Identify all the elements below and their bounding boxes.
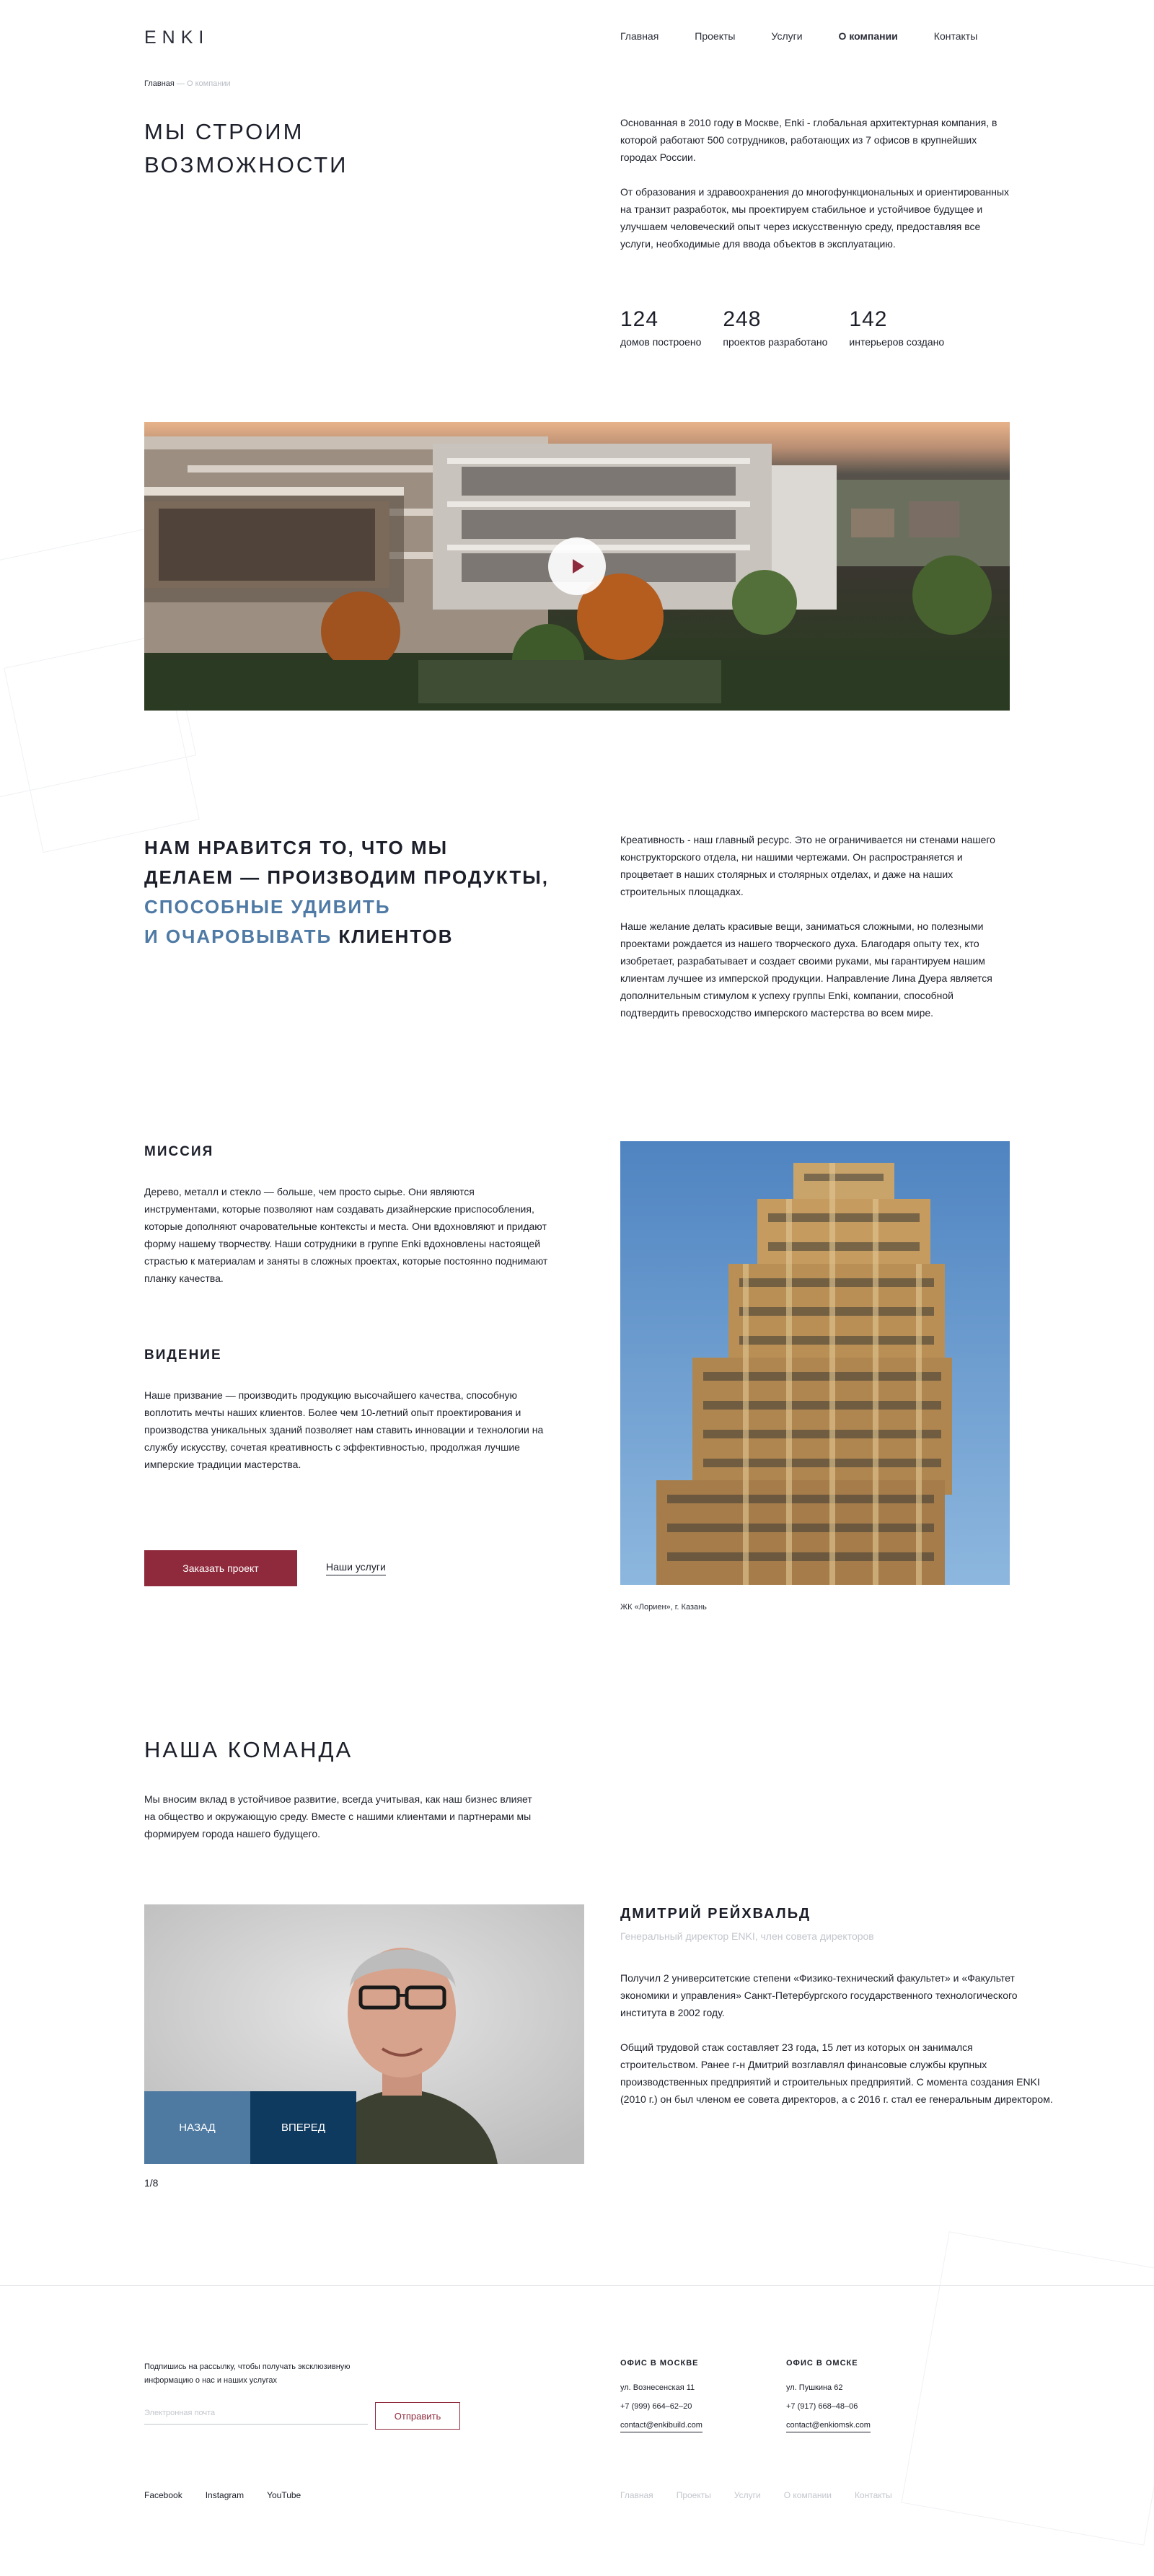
team-title: НАША КОМАНДА [144, 1737, 353, 1762]
stat-value: 248 [723, 307, 762, 331]
values-heading-accent-1: СПОСОБНЫЕ УДИВИТЬ [144, 896, 391, 918]
office-phone: +7 (999) 664–62–20 [620, 2402, 692, 2411]
social-instagram-link[interactable]: Instagram [205, 2490, 245, 2500]
nav-item-about[interactable]: О компании [838, 30, 898, 42]
team-intro: Мы вносим вклад в устойчивое развитие, всегда учитывая, как наш бизнес влияет на общество и окружающую среду. Вместе с нашими клиентами и партнерами мы формируем города нашего будущего. [144, 1793, 532, 1839]
breadcrumb-separator: — [174, 79, 187, 88]
video-preview[interactable] [144, 422, 1010, 711]
social-facebook-link[interactable]: Facebook [144, 2490, 182, 2500]
vision-title: ВИДЕНИЕ [144, 1348, 222, 1363]
footer-nav-services[interactable]: Услуги [734, 2490, 761, 2500]
email-input[interactable] [144, 2402, 368, 2425]
nav-item-contacts[interactable]: Контакты [933, 30, 978, 42]
office-title: ОФИС В ОМСКЕ [786, 2359, 858, 2368]
team-next-button[interactable]: ВПЕРЕД [250, 2091, 356, 2164]
stats [620, 307, 966, 348]
office-title: ОФИС В МОСКВЕ [620, 2359, 699, 2368]
vision-text: Наше призвание — производить продукцию высочайшего качества, способную воплотить мечты наших клиентов. Более чем 10-летний опыт проектирования и производства уникальных зданий позволяет нам ставить инновации и технологии на службу искусству, сочетая креативность с эффективностью, продолжая лучшие имперские традиции мастерства. [144, 1389, 544, 1470]
tower-illustration [620, 1141, 1010, 1585]
office-omsk [786, 2359, 871, 2440]
values-text [620, 831, 1010, 1039]
stat-label: интерьеров создано [849, 336, 945, 348]
stat-houses [620, 307, 701, 348]
office-moscow [620, 2359, 702, 2440]
team-member-name: ДМИТРИЙ РЕЙХВАЛЬД [620, 1906, 811, 1922]
order-project-button[interactable]: Заказать проект [144, 1550, 297, 1586]
values-paragraph-1: Креативность - наш главный ресурс. Это не ограничивается ни стенами нашего конструкторского отдела, ни нашими чертежами. Он распространяется и процветает в наших столярных и столярных отделах, и даже на наших строительных площадках. [620, 834, 995, 897]
office-email-link[interactable]: contact@enkibuild.com [620, 2421, 702, 2432]
office-address: ул. Пушкина 62 [786, 2383, 843, 2392]
values-paragraph-2: Наше желание делать красивые вещи, заниматься сложными, но полезными проектами рождается из нашего творческого духа. Благодаря опыту тех, кто изобретает, разрабатывает и создает своими руками, мы гарантируем нашим клиентам лучшее из имперской продукции. Направление Лина Дуера является дополнительным стимулом к успеху группы Enki, компании, способной подтвердить превосходство имперского мастерства во всем мире. [620, 920, 992, 1019]
page-title-line-1: МЫ СТРОИМ [144, 119, 304, 144]
subscribe-submit-button[interactable]: Отправить [375, 2402, 460, 2430]
team-member-bio-1: Получил 2 университетские степени «Физико-технический факультет» и «Факультет экономики и управления» Санкт-Петербургского государственного технологического института в 2002 году. [620, 1972, 1018, 2018]
footer-nav [620, 2490, 915, 2500]
hero-text [620, 114, 1010, 270]
team-member-role: Генеральный директор ENKI, член совета директоров [620, 1930, 874, 1942]
stat-interiors [849, 307, 944, 348]
play-icon [573, 559, 584, 573]
image-caption: ЖК «Лориен», г. Казань [620, 1603, 707, 1612]
breadcrumb [144, 79, 231, 88]
office-email-link[interactable]: contact@enkiomsk.com [786, 2421, 871, 2432]
footer-nav-home[interactable]: Главная [620, 2490, 653, 2500]
values-heading-accent-2: И ОЧАРОВЫВАТЬ [144, 926, 332, 947]
stat-value: 124 [620, 307, 659, 331]
mission-title: МИССИЯ [144, 1144, 214, 1159]
values-heading [144, 833, 577, 951]
mission-text: Дерево, металл и стекло — больше, чем просто сырье. Они являются инструментами, которые позволяют нам создавать дизайнерские приспособления, которые дополняют очаровательные контексты и места. Они вдохновляют и придают форму нашему творчеству. Наши сотрудники в группе Enki вдохновлены настоящей страстью к материалам и заняты в сложных проектах, которые постоянно поднимают планку качества. [144, 1186, 548, 1284]
stat-value: 142 [849, 307, 888, 331]
page-title-line-2: ВОЗМОЖНОСТИ [144, 152, 348, 177]
hero-paragraph-1: Основанная в 2010 году в Москве, Enki - глобальная архитектурная компания, в которой работают 500 сотрудников, работающих из 7 офисов в крупнейших городах России. [620, 117, 997, 163]
footer-nav-about[interactable]: О компании [783, 2490, 832, 2500]
values-heading-line-2: ДЕЛАЕМ — ПРОИЗВОДИМ ПРОДУКТЫ, [144, 866, 549, 888]
page-title [144, 115, 505, 182]
hero-paragraph-2: От образования и здравоохранения до многофункциональных и ориентированных на транзит разработок, мы проектируем стабильное и устойчивое будущее и улучшаем человеческий опыт через искусственную среду, предоставляя все услуги, необходимые для ввода объектов в эксплуатацию. [620, 186, 1010, 250]
play-button[interactable] [548, 537, 606, 595]
office-phone: +7 (917) 668–48–06 [786, 2402, 858, 2411]
values-heading-line-1: НАМ НРАВИТСЯ ТО, ЧТО МЫ [144, 837, 449, 858]
team-prev-button[interactable]: НАЗАД [144, 2091, 250, 2164]
values-heading-end: КЛИЕНТОВ [332, 926, 454, 947]
nav-item-services[interactable]: Услуги [771, 30, 803, 42]
team-member-bio-2: Общий трудовой стаж составляет 23 года, 15 лет из которых он занимался строительством. Ранее г-н Дмитрий возглавлял финансовые службы крупных производственных предприятий и строительных предприятий. С момента создания ENKI (2010 г.) он был членом ее совета директоров, а с 2016 г. стал ее генеральным директором. [620, 2041, 1053, 2105]
breadcrumb-current: О компании [187, 79, 231, 88]
logo[interactable]: ENKI [144, 27, 210, 48]
stat-label: проектов разработано [723, 336, 828, 348]
background-sketch-right [901, 2231, 1154, 2546]
tower-image [620, 1141, 1010, 1585]
team-member-bio [620, 1969, 1053, 2125]
footer-nav-projects[interactable]: Проекты [676, 2490, 711, 2500]
footer-divider [0, 2285, 1154, 2286]
stat-label: домов построено [620, 336, 702, 348]
stat-projects [723, 307, 827, 348]
nav-item-home[interactable]: Главная [620, 30, 659, 42]
social-youtube-link[interactable]: YouTube [267, 2490, 301, 2500]
office-address: ул. Вознесенская 11 [620, 2383, 695, 2392]
breadcrumb-home[interactable]: Главная [144, 79, 175, 88]
nav-item-projects[interactable]: Проекты [695, 30, 736, 42]
our-services-link[interactable]: Наши услуги [326, 1561, 386, 1575]
footer-nav-contacts[interactable]: Контакты [854, 2490, 892, 2500]
main-nav [620, 30, 1013, 42]
subscribe-text: Подпишись на рассылку, чтобы получать эксклюзивную информацию о нас и наших услугах [144, 2362, 351, 2385]
social-links [144, 2490, 324, 2500]
team-slide-counter: 1/8 [144, 2177, 159, 2189]
